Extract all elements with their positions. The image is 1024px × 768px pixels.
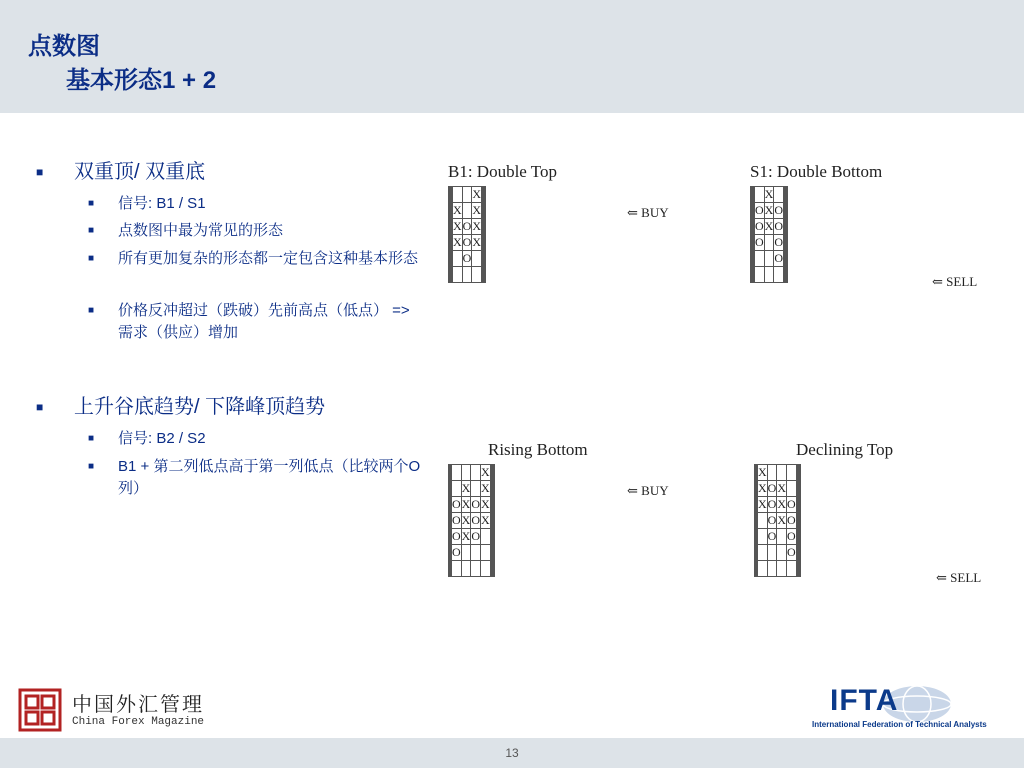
x-mark: X	[472, 203, 482, 217]
grid-cell	[787, 267, 788, 283]
o-mark: O	[462, 219, 472, 233]
grid-cell	[471, 481, 481, 497]
o-mark: O	[774, 235, 784, 249]
slide-content	[0, 113, 1024, 738]
grid-cell	[764, 235, 774, 251]
grid-row	[449, 545, 495, 561]
sub-bullet-text: 点数图中最为常见的形态	[118, 222, 284, 239]
o-mark: O	[767, 529, 777, 543]
grid-row	[449, 187, 486, 203]
o-mark: O	[452, 497, 461, 511]
chart-title: Rising Bottom	[488, 440, 588, 459]
grid-cell	[755, 267, 765, 283]
grid-cell	[787, 561, 797, 577]
grid-cell	[787, 187, 788, 203]
grid-cell	[481, 545, 491, 561]
grid-cell	[453, 187, 463, 203]
grid-row	[751, 187, 788, 203]
pf-grid	[754, 464, 801, 577]
o-mark: O	[471, 497, 481, 511]
grid-cell	[485, 203, 486, 219]
grid-cell	[758, 513, 768, 529]
grid-row	[449, 513, 495, 529]
sub-bullet-text: 所有更加复杂的形态都一定包含这种基本形态	[118, 250, 419, 267]
x-mark: X	[481, 497, 490, 511]
o-mark: O	[755, 235, 764, 249]
grid-row	[449, 251, 486, 267]
grid-cell	[485, 235, 486, 251]
x-mark: X	[461, 513, 471, 527]
bullet-square-icon: ■	[88, 461, 95, 472]
o-mark: O	[774, 203, 784, 217]
logo-full-name: International Federation of Technical Analysts	[812, 720, 987, 729]
bullet-square-icon: ■	[36, 165, 44, 179]
grid-cell	[461, 561, 471, 577]
grid-cell	[764, 267, 774, 283]
ifta-logo	[812, 684, 1020, 734]
x-mark: X	[764, 187, 774, 201]
grid-cell	[799, 497, 800, 513]
grid-cell	[799, 545, 800, 561]
chart-title: S1: Double Bottom	[750, 162, 883, 181]
grid-cell	[777, 465, 787, 481]
x-mark: X	[453, 203, 462, 217]
o-mark: O	[462, 251, 472, 265]
o-mark: O	[774, 251, 784, 265]
x-mark: X	[472, 235, 482, 249]
x-mark: X	[777, 513, 787, 527]
x-mark: X	[481, 481, 490, 495]
x-mark: X	[461, 529, 471, 543]
logo-english-name: China Forex Magazine	[72, 716, 205, 728]
grid-cell	[481, 529, 491, 545]
grid-cell	[471, 545, 481, 561]
grid-cell	[767, 465, 777, 481]
grid-cell	[452, 465, 462, 481]
grid-cell	[777, 561, 787, 577]
sub-bullet-text: B1 + 第二列低点高于第一列低点（比较两个O列）	[118, 458, 421, 497]
o-mark: O	[755, 203, 764, 217]
grid-cell	[472, 267, 482, 283]
grid-cell	[799, 513, 800, 529]
grid-cell	[485, 251, 486, 267]
grid-row	[449, 219, 486, 235]
x-mark: X	[758, 465, 767, 479]
grid-cell	[471, 465, 481, 481]
grid-cell	[799, 465, 800, 481]
o-mark: O	[471, 513, 481, 527]
grid-cell	[462, 203, 472, 219]
grid-cell	[452, 481, 462, 497]
logo-acronym: IFTA	[830, 684, 899, 717]
o-mark: O	[452, 513, 461, 527]
grid-row	[449, 481, 495, 497]
grid-row	[755, 545, 801, 561]
grid-row	[751, 267, 788, 283]
o-mark: O	[462, 235, 472, 249]
sub-bullet-text: 价格反冲超过（跌破）先前高点（低点） =>需求（供应）增加	[118, 302, 410, 341]
grid-cell	[799, 561, 800, 577]
grid-cell	[453, 267, 463, 283]
grid-cell	[493, 529, 494, 545]
grid-row	[449, 497, 495, 513]
section-heading: 上升谷底趋势/ 下降峰顶趋势	[74, 396, 326, 418]
o-mark: O	[787, 513, 796, 527]
o-mark: O	[787, 545, 796, 559]
grid-cell	[774, 267, 784, 283]
x-mark: X	[461, 497, 471, 511]
grid-cell	[493, 497, 494, 513]
grid-cell	[774, 187, 784, 203]
grid-cell	[787, 235, 788, 251]
grid-cell	[777, 545, 787, 561]
x-mark: X	[481, 513, 490, 527]
sub-bullet-text: 信号: B1 / S1	[118, 195, 206, 212]
bullet-square-icon: ■	[36, 400, 44, 414]
grid-cell	[493, 561, 494, 577]
grid-cell	[485, 219, 486, 235]
grid-row	[449, 267, 486, 283]
grid-cell	[799, 529, 800, 545]
o-mark: O	[452, 529, 461, 543]
x-mark: X	[764, 219, 774, 233]
grid-cell	[481, 561, 491, 577]
pf-grid	[448, 464, 495, 577]
sell-signal-label: ⇐ SELL	[936, 570, 982, 585]
grid-row	[449, 203, 486, 219]
x-mark: X	[777, 497, 787, 511]
sub-bullet-text: 信号: B2 / S2	[118, 430, 206, 447]
x-mark: X	[758, 497, 767, 511]
section-heading: 双重顶/ 双重底	[74, 161, 206, 183]
x-mark: X	[461, 481, 471, 495]
grid-cell	[777, 529, 787, 545]
grid-row	[755, 497, 801, 513]
grid-cell	[767, 561, 777, 577]
footer-bar	[0, 738, 1024, 768]
grid-cell	[767, 545, 777, 561]
grid-cell	[787, 251, 788, 267]
x-mark: X	[453, 219, 462, 233]
o-mark: O	[787, 529, 796, 543]
slide-title: 点数图	[28, 33, 100, 60]
bullet-square-icon: ■	[88, 198, 95, 209]
grid-row	[449, 561, 495, 577]
sell-signal-label: ⇐ SELL	[932, 274, 978, 289]
grid-row	[755, 529, 801, 545]
grid-cell	[485, 267, 486, 283]
o-mark: O	[787, 497, 796, 511]
o-mark: O	[767, 497, 777, 511]
grid-cell	[453, 251, 463, 267]
o-mark: O	[767, 481, 777, 495]
x-mark: X	[764, 203, 774, 217]
grid-cell	[461, 465, 471, 481]
grid-cell	[493, 481, 494, 497]
grid-cell	[462, 187, 472, 203]
buy-signal-label: ⇐ BUY	[627, 205, 669, 220]
logo-chinese-name: 中国外汇管理	[72, 692, 204, 716]
x-mark: X	[453, 235, 462, 249]
grid-row	[751, 235, 788, 251]
grid-cell	[799, 481, 800, 497]
bullet-square-icon: ■	[88, 253, 95, 264]
seal-logo-icon	[18, 688, 62, 732]
grid-row	[449, 529, 495, 545]
grid-row	[449, 235, 486, 251]
bullet-square-icon: ■	[88, 305, 95, 316]
o-mark: O	[755, 219, 764, 233]
grid-cell	[462, 267, 472, 283]
x-mark: X	[472, 219, 482, 233]
grid-cell	[758, 561, 768, 577]
grid-row	[751, 251, 788, 267]
china-forex-magazine-logo	[18, 688, 218, 732]
x-mark: X	[472, 187, 482, 201]
grid-cell	[493, 465, 494, 481]
buy-signal-label: ⇐ BUY	[627, 483, 669, 498]
x-mark: X	[481, 465, 490, 479]
grid-cell	[471, 561, 481, 577]
grid-cell	[452, 561, 462, 577]
grid-row	[755, 513, 801, 529]
x-mark: X	[777, 481, 787, 495]
grid-cell	[461, 545, 471, 561]
grid-row	[755, 465, 801, 481]
grid-cell	[472, 251, 482, 267]
chart-title: B1: Double Top	[448, 162, 557, 181]
grid-cell	[485, 187, 486, 203]
grid-cell	[787, 219, 788, 235]
grid-row	[751, 219, 788, 235]
pf-grid	[750, 186, 788, 283]
bullet-square-icon: ■	[88, 433, 95, 444]
grid-row	[755, 481, 801, 497]
o-mark: O	[452, 545, 461, 559]
x-mark: X	[758, 481, 767, 495]
grid-cell	[493, 545, 494, 561]
grid-cell	[493, 513, 494, 529]
grid-row	[449, 465, 495, 481]
slide-subtitle: 基本形态1 + 2	[66, 67, 217, 94]
page-number: 13	[505, 746, 519, 760]
grid-cell	[787, 481, 797, 497]
chart-title: Declining Top	[796, 440, 894, 459]
grid-cell	[755, 251, 765, 267]
grid-row	[751, 203, 788, 219]
bullet-square-icon: ■	[88, 225, 95, 236]
grid-cell	[764, 251, 774, 267]
title-bar	[0, 0, 1024, 113]
o-mark: O	[767, 513, 777, 527]
grid-cell	[755, 187, 765, 203]
grid-row	[755, 561, 801, 577]
grid-cell	[758, 529, 768, 545]
grid-cell	[758, 545, 768, 561]
grid-cell	[787, 203, 788, 219]
grid-cell	[787, 465, 797, 481]
pf-grid	[448, 186, 486, 283]
o-mark: O	[471, 529, 481, 543]
o-mark: O	[774, 219, 784, 233]
